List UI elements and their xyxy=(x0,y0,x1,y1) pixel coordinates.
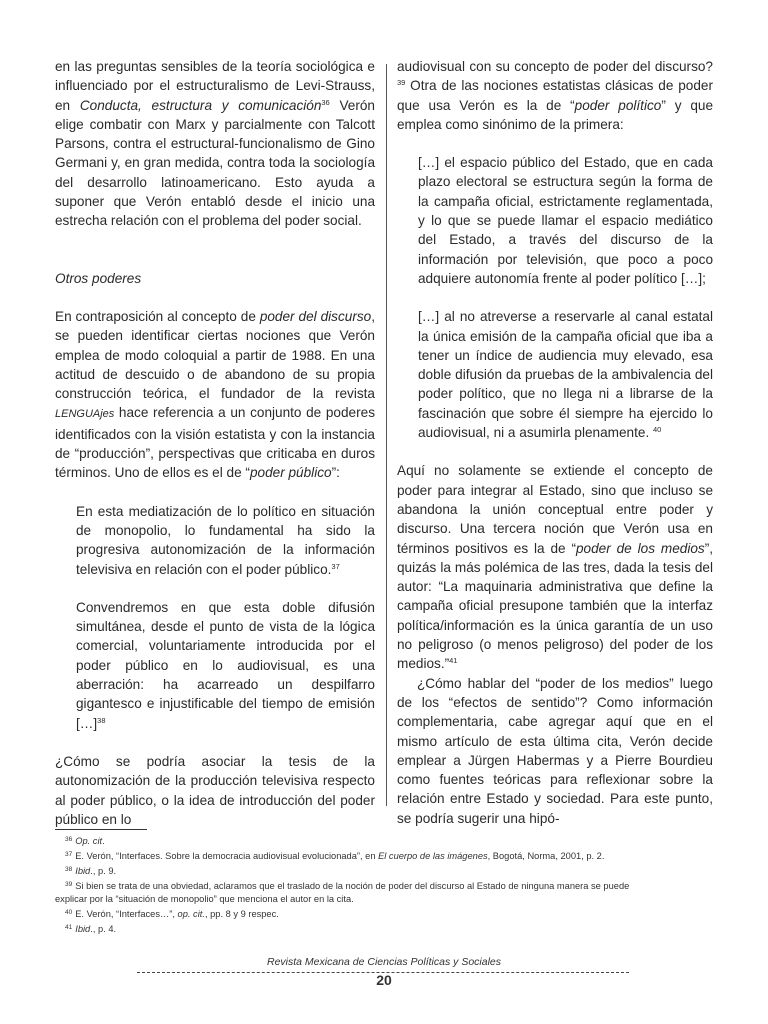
footnote-rule xyxy=(55,829,147,830)
footnote-ref: 39 xyxy=(397,78,406,88)
footnote-ref: 41 xyxy=(449,656,458,666)
footnote-37 xyxy=(55,848,713,863)
text-run: ”: xyxy=(331,465,340,481)
footnote-40 xyxy=(55,906,713,921)
footnote-number: 37 xyxy=(65,851,73,858)
column-divider xyxy=(386,64,387,806)
footnote-number: 38 xyxy=(65,866,73,873)
text-run: ., p. 4. xyxy=(90,924,117,934)
italic-journal-name: LENGUAjes xyxy=(55,408,115,421)
text-run: op. cit. xyxy=(177,909,205,919)
text-run: Si bien se trata de una obviedad, aclaramos que el traslado de la noción de poder del discurso al Estado de ninguna manera se puede xyxy=(75,881,630,891)
italic-term: poder político xyxy=(574,97,662,113)
text-run: El cuerpo de las imágenes xyxy=(378,851,488,861)
text-run: hace referencia a un conjunto de poderes identificados con la visión estatista y con la instancia de “producción”, perspectivas que criticaba en duros términos. Uno de ellos es el de “ xyxy=(55,405,375,481)
block-quote-1 xyxy=(76,502,375,579)
right-paragraph-2 xyxy=(397,461,713,673)
left-column xyxy=(55,57,375,829)
left-paragraph-2 xyxy=(55,307,375,483)
quote-text: Convendremos en que esta doble difusión simultánea, desde el punto de vista de la lógica comercial, voluntariamente introducida por el poder público en lo audiovisual, es una aberración: ha acarreado un despilfarro gigantesco e injustificable del tiempo de emisión […] xyxy=(76,599,375,731)
right-paragraph-3: ¿Cómo hablar del “poder de los medios” luego de los “efectos de sentido”? Como información complementaria, cabe agregar aquí que en el mismo artículo de esta última cita, Verón decide emplear a Jürgen Habermas y a Pierre Bourdieu como fuentes teóricas para reflexionar sobre la relación entre Estado y sociedad. Para este punto, se podría sugerir una hipó- xyxy=(397,675,713,826)
quote-text: […] al no atreverse a reservarle al canal estatal la única emisión de la campaña oficial que iba a tener un índice de audiencia muy elevado, esa doble difusión da pruebas de la ambivalencia del poder político, que no llega ni a librarse de la fascinación que sobre él siempre ha ejercido lo audiovisual, ni a asumirla plenamente. xyxy=(418,309,713,441)
text-run: ”, quizás la más polémica de las tres, dada la tesis del autor: “La maquinaria administrativa que define la campaña oficial presupone también que la interfaz política/información es la única garantía de un uso no peligroso (o menos peligroso) del poder de los medios.” xyxy=(397,540,714,672)
italic-term: poder público xyxy=(249,465,332,481)
text-run: Ibid xyxy=(75,866,91,876)
text-run: audiovisual con su concepto de poder del discurso? xyxy=(397,59,713,74)
block-quote-4 xyxy=(418,307,713,442)
text-run: Otra de las nociones estatistas clásicas de poder que usa Verón es la de “ xyxy=(397,78,713,113)
footnote-36 xyxy=(55,833,713,848)
left-paragraph-1 xyxy=(55,57,375,231)
footnote-39-continued: explicar por la “situación de monopolio” que menciona el autor en la cita. xyxy=(55,894,354,904)
footnote-ref: 36 xyxy=(321,97,330,107)
footnote-number: 39 xyxy=(65,881,73,888)
page-number: 20 xyxy=(376,972,392,988)
journal-name: Revista Mexicana de Ciencias Políticas y Sociales xyxy=(266,956,502,968)
text-run: , pp. 8 y 9 respec. xyxy=(204,909,279,919)
footnote-ref: 38 xyxy=(97,715,106,725)
footnote-41 xyxy=(55,921,713,936)
text-run: . xyxy=(102,836,105,846)
text-run: Aquí no solamente se extiende el concepto de poder para integrar al Estado, sino que incluso se abandona la unión conceptual entre poder y discurso. Una tercera noción que Verón usa en términos positivos es la de “ xyxy=(397,463,713,556)
footnote-38 xyxy=(55,863,713,878)
text-run: en las preguntas sensibles de la teoría sociológica e influenciado por el estructuralismo de Levi-Strauss, en xyxy=(55,59,375,113)
italic-title: Conducta, estructura y comunicación xyxy=(79,97,322,113)
footnote-ref: 37 xyxy=(331,561,340,571)
section-heading: Otros poderes xyxy=(55,270,142,286)
footnote-ref: 40 xyxy=(653,425,662,435)
text-run: E. Verón, “Interfaces…”, xyxy=(75,909,178,919)
text-run: Verón elige combatir con Marx y parcialmente con Talcott Parsons, contra el estructural-funcionalismo de Gino Germani y, en gran medida, contra toda la sociología del desarrollo latinoamericano. Esto ayuda a suponer que Verón entabló desde el inicio una estrecha relación con el problema del poder social. xyxy=(55,97,375,229)
footnote-number: 41 xyxy=(65,924,73,931)
text-run: Op. cit xyxy=(75,836,103,846)
text-run: En contraposición al concepto de xyxy=(55,308,260,324)
footnote-number: 40 xyxy=(65,909,73,916)
right-paragraph-1 xyxy=(397,57,713,134)
right-column xyxy=(397,57,713,828)
footnote-number: 36 xyxy=(65,836,73,843)
text-run: ., p. 9. xyxy=(90,866,117,876)
italic-term: poder del discurso xyxy=(259,308,372,324)
footnotes xyxy=(55,833,713,936)
text-run: , se pueden identificar ciertas nociones que Verón emplea de modo coloquial a partir de 1988. En una actitud de descuido o de abandono de su propia construcción teórica, el fundador de la revista xyxy=(55,308,375,402)
block-quote-2 xyxy=(76,598,375,733)
text-run: Ibid xyxy=(75,924,91,934)
block-quote-3: […] el espacio público del Estado, que en cada plazo electoral se estructura según la forma de la campaña oficial, estrictamente reglamentada, y lo que se puede llamar el espacio mediático del Estado, a través del discurso de la información por televisión, que poco a poco adquiere autonomía frente al poder político […]; xyxy=(418,155,713,286)
left-paragraph-3: ¿Cómo se podría asociar la tesis de la autonomización de la producción televisiva respecto al poder público, o la idea de introducción del poder público en lo xyxy=(55,753,375,827)
footnote-39 xyxy=(55,878,713,893)
quote-text: En esta mediatización de lo político en situación de monopolio, lo fundamental ha sido la progresiva autonomización de la información televisiva en relación con el poder público. xyxy=(76,503,375,577)
text-run: , Bogotá, Norma, 2001, p. 2. xyxy=(487,851,605,861)
italic-term: poder de los medios xyxy=(575,540,705,556)
text-run: E. Verón, “Interfaces. Sobre la democracia audiovisual evolucionada”, en xyxy=(75,851,379,861)
text-run: ” y que emplea como sinónimo de la primera: xyxy=(397,97,713,132)
